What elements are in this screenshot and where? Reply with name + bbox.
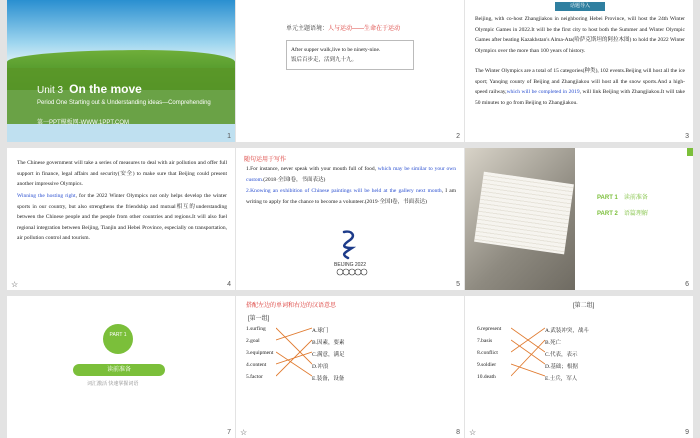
meaning-item: C.代表，表示 (545, 352, 578, 358)
meaning-item: D.基础；根据 (545, 364, 578, 370)
book-image (465, 148, 575, 290)
slide-number: 5 (456, 281, 460, 288)
accent-bar (687, 148, 693, 156)
title-band (7, 68, 235, 124)
word-item: 1.surfing (246, 326, 266, 332)
part-badge: PART 1 (103, 324, 133, 354)
slide-number: 4 (227, 281, 231, 288)
site-text: 第一PPT模板网-WWW.1PPT.COM (37, 120, 129, 126)
section-subtitle: 词汇激活 快速掌握词语 (87, 381, 139, 387)
star-icon: ☆ (240, 428, 248, 437)
word-item: 6.represent (477, 326, 502, 332)
match-lines (276, 324, 312, 384)
slide-thumbnail-5[interactable] (236, 148, 464, 290)
slide-header: 搭配左边的单词和右边的汉语意思 (246, 303, 337, 309)
slide-thumbnail-6[interactable] (465, 148, 693, 290)
beijing-2022-logo-icon (328, 228, 372, 276)
proverb-chinese: 饭后百步走，活到九十九。 (291, 57, 358, 63)
meaning-item: B.因素，要素 (312, 340, 345, 346)
slide-thumbnail-4[interactable] (7, 148, 235, 290)
slide-number: 9 (685, 429, 689, 436)
slide-thumbnail-8[interactable] (236, 296, 464, 438)
slide-number: 1 (227, 133, 231, 140)
proverb-english: After supper walk,live to be ninety-nine. (291, 47, 381, 53)
word-item: 4.content (246, 362, 267, 368)
match-lines (511, 324, 545, 384)
period-text: Period One Starting out & Understanding ideas—Comprehending (37, 100, 211, 106)
word-item: 2.goal (246, 338, 260, 344)
part-2-item: PART 2 语篇理解 (597, 211, 648, 217)
slide-number: 2 (456, 133, 460, 140)
group-label: [第二组] (573, 303, 595, 309)
meaning-item: D.冲浪 (312, 364, 329, 370)
word-item: 8.conflict (477, 350, 498, 356)
meaning-item: C.满意，满足 (312, 352, 345, 358)
paragraph-1: Beijing, with co-host Zhangjiakou in neighboring Hebei Province, will host the 24th Winter Olympic Games in 2022.It will be the first city to host both the Summer and Winter Olympic Games after beating Kazakhstan's Alma-Ata(哈萨克斯坦的阿拉木图) to hold the 2022 Winter Olympics over the more than 100 years of history. (475, 16, 685, 54)
paragraph-2: Winning the hosting right, for the 2022 Winter Olympics not only helps develop the winter sports in our country, but also strengthens the friendship and mutual相互的understanding between the Chinese people and the people from other countries and regions.It will also fuel regional integration between Beijing, Tianjin and Hebei Province, especially on transportation, air pollution control and tourism. (17, 193, 227, 241)
group-label: [第一组] (248, 316, 270, 322)
word-item: 10.death (477, 374, 496, 380)
slide-header: 单元主题语境：人与运动——生命在于运动 (286, 26, 401, 32)
meaning-item: A.武装冲突，战斗 (545, 328, 589, 334)
word-item: 5.factor (246, 374, 263, 380)
logo-text: BEIJING 2022 (334, 262, 366, 268)
topic-tag: 话题导入 (555, 2, 605, 11)
slide-thumbnail-1[interactable] (7, 0, 235, 142)
part-1-item: PART 1 读前准备 (597, 195, 648, 201)
slide-thumbnail-7[interactable] (7, 296, 235, 438)
meaning-item: E.士兵，军人 (545, 376, 578, 382)
unit-title: Unit 3 On the move (37, 82, 142, 96)
section-pill: 读前准备 (73, 364, 165, 376)
star-icon: ☆ (11, 280, 19, 289)
slide-number: 3 (685, 133, 689, 140)
slide-header: 随句运用于写作 (244, 157, 287, 163)
paragraph-2: The Winter Olympics are a total of 15 categories(种类), 102 events.Beijing will host all the ice sport; Yanqing county of Beijing and Zhangjiakou will host all the snow sports.And a high-speed railway,which will be completed in 2019, will link Beijing with Zhangjiakou.It will take 50 minutes to go from Beijing to Zhangjiakou. (475, 68, 685, 106)
slide-number: 8 (456, 429, 460, 436)
slide-thumbnail-2[interactable] (236, 0, 464, 142)
slide-thumbnail-3[interactable] (465, 0, 693, 142)
sentence-2: 2.Knowing an exhibition of Chinese paintings will be held at the gallery next month, I am writing to apply for the chance to become a volunteer.(2019·全国Ⅰ卷，书面表达) (246, 188, 456, 205)
meaning-item: E.装备，设备 (312, 376, 345, 382)
meaning-item: B.死亡 (545, 340, 562, 346)
word-item: 7.basis (477, 338, 493, 344)
word-item: 9.soldier (477, 362, 497, 368)
slide-number: 7 (227, 429, 231, 436)
proverb-box (286, 40, 414, 70)
slide-thumbnail-9[interactable] (465, 296, 693, 438)
star-icon: ☆ (469, 428, 477, 437)
word-item: 3.equipment (246, 350, 274, 356)
slide-number: 6 (685, 281, 689, 288)
paragraph-1: The Chinese government will take a series of measures to deal with air pollution and offer full support in finance, legal affairs and security(安全) to make sure that Beijing could present another impressive Olympics. (17, 160, 227, 187)
sentence-1: 1.For instance, never speak with your mouth full of food, which may be similar to your own custom.(2018·全国Ⅰ卷，书面表达) (246, 166, 456, 183)
meaning-item: A.球门 (312, 328, 329, 334)
